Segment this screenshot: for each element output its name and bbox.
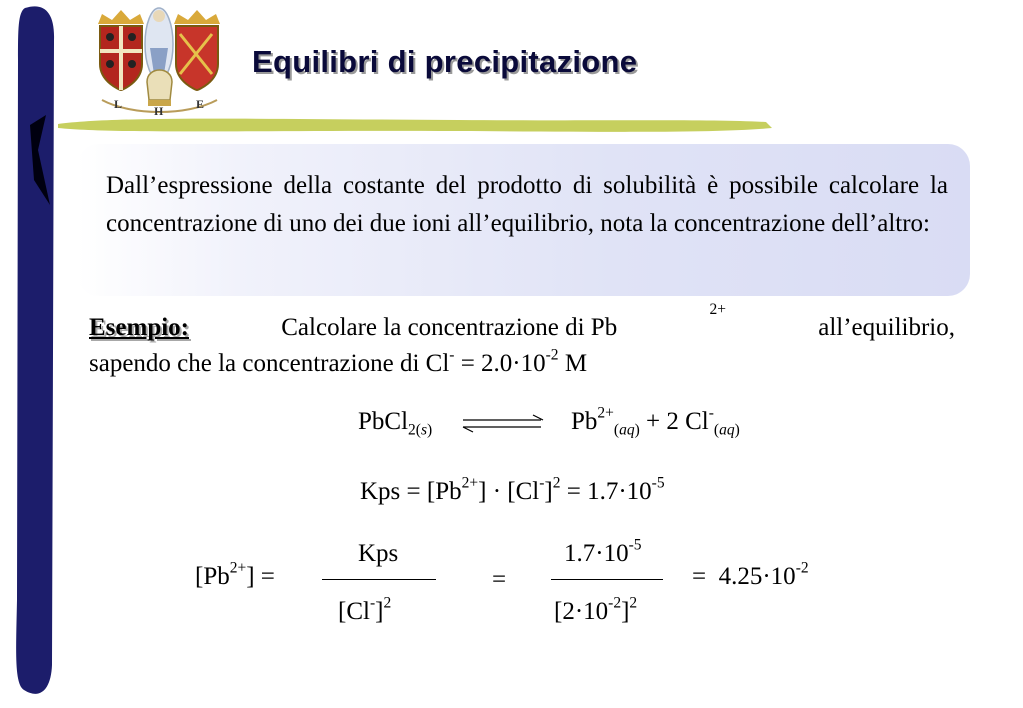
logo-letter-h: H: [154, 104, 164, 118]
fraction2-den-text: [2·10: [554, 598, 609, 625]
right-coat-of-arms: [174, 10, 220, 90]
kps-value: = 1.7·10: [560, 478, 652, 505]
kps-cl-charge: -: [539, 474, 545, 492]
kps-expression: [360, 474, 665, 506]
fraction1-den-text: [Cl: [338, 598, 370, 625]
left-coat-of-arms: [98, 10, 144, 90]
calc-lhs-charge: 2+: [229, 559, 247, 577]
calc-equals-3: =: [692, 563, 707, 590]
kps-exponent: -5: [651, 474, 665, 492]
example-unit: M: [558, 350, 588, 377]
fraction1-numerator: Kps: [358, 540, 399, 567]
university-logo: [92, 4, 227, 124]
left-decorative-bar: [0, 0, 62, 708]
fraction1-den-charge: -: [369, 594, 376, 612]
intro-paragraph: Dall’espressione della costante del prodotto di solubilità è possibile calcolare la concentrazione di uno dei due ioni all’equilibrio, nota la concentrazione dell’altro:: [106, 172, 948, 237]
fraction2-denominator: [554, 594, 638, 626]
example-calc-text: Calcolare la concentrazione di Pb: [281, 314, 618, 341]
slide-title: Equilibri di precipitazione: [252, 44, 638, 79]
kps-power: 2: [552, 474, 561, 492]
fraction2-num-exponent: -5: [628, 536, 642, 554]
calc-equals-2: =: [492, 566, 507, 593]
product-pb: Pb: [571, 408, 598, 435]
fraction2-numerator: [564, 536, 642, 568]
calc-lhs-text: [Pb: [195, 563, 230, 590]
papal-tiara-emblem: [147, 70, 172, 106]
fraction1-denominator: [338, 594, 392, 626]
reaction-products: $Pb^{2+}_{(aq)} + 2$ $Cl^-_{(aq)}$: [571, 404, 740, 439]
example-paragraph: [89, 301, 955, 382]
example-line1-tail: all’equilibrio,: [818, 314, 955, 341]
example-line-1: [89, 301, 955, 346]
fraction2-den-exponent: -2: [608, 594, 622, 612]
reaction-reactant: PbCl$_{2(s)}$: [358, 408, 433, 439]
calc-lhs: [195, 559, 275, 591]
equilibrium-arrows-icon: [461, 414, 545, 434]
example-line2-text: sapendo che la concentrazione di Cl: [89, 350, 450, 377]
product-cl-state: aq: [719, 421, 735, 439]
result-exponent: -2: [795, 559, 809, 577]
calc-result: [692, 559, 809, 591]
example-cl-charge: -: [449, 346, 455, 364]
kps-lhs: Kps = [Pb: [360, 478, 462, 505]
kps-close-bracket: ]: [544, 478, 553, 505]
result-value: 4.25·10: [718, 563, 796, 590]
product-cl-charge: -: [708, 404, 714, 422]
title-underline-stripe: [58, 114, 773, 136]
fraction2-num-text: 1.7·10: [564, 540, 629, 567]
fraction2-den-power: 2: [629, 594, 638, 612]
fraction2-den-close: ]: [621, 598, 630, 625]
reactant-subscript: 2: [408, 421, 416, 439]
example-cl-exponent: -2: [545, 346, 559, 364]
logo-letter-l: L: [114, 97, 123, 111]
product-pb-charge: 2+: [597, 404, 614, 422]
fraction1-den-close: ]: [375, 598, 384, 625]
fraction1-den-power: 2: [383, 594, 392, 612]
product-cl: + 2 Cl: [646, 408, 709, 435]
fraction1-bar: [322, 579, 436, 580]
reactant-state: s: [420, 421, 427, 439]
fraction2-bar: [551, 579, 663, 580]
center-madonna-figure: [145, 8, 173, 80]
kps-mid: ] · [Cl: [478, 478, 540, 505]
calc-lhs-equals: ] =: [246, 563, 275, 590]
example-cl-value: = 2.0·10: [454, 350, 546, 377]
logo-letter-e: E: [196, 97, 205, 111]
reactant-formula: PbCl: [358, 408, 409, 435]
example-line-2: [89, 346, 955, 382]
example-label: Esempio:: [89, 314, 189, 341]
product-pb-state: aq: [619, 421, 635, 439]
kps-pb-charge: 2+: [461, 474, 479, 492]
example-pb-charge: 2+: [709, 301, 726, 318]
